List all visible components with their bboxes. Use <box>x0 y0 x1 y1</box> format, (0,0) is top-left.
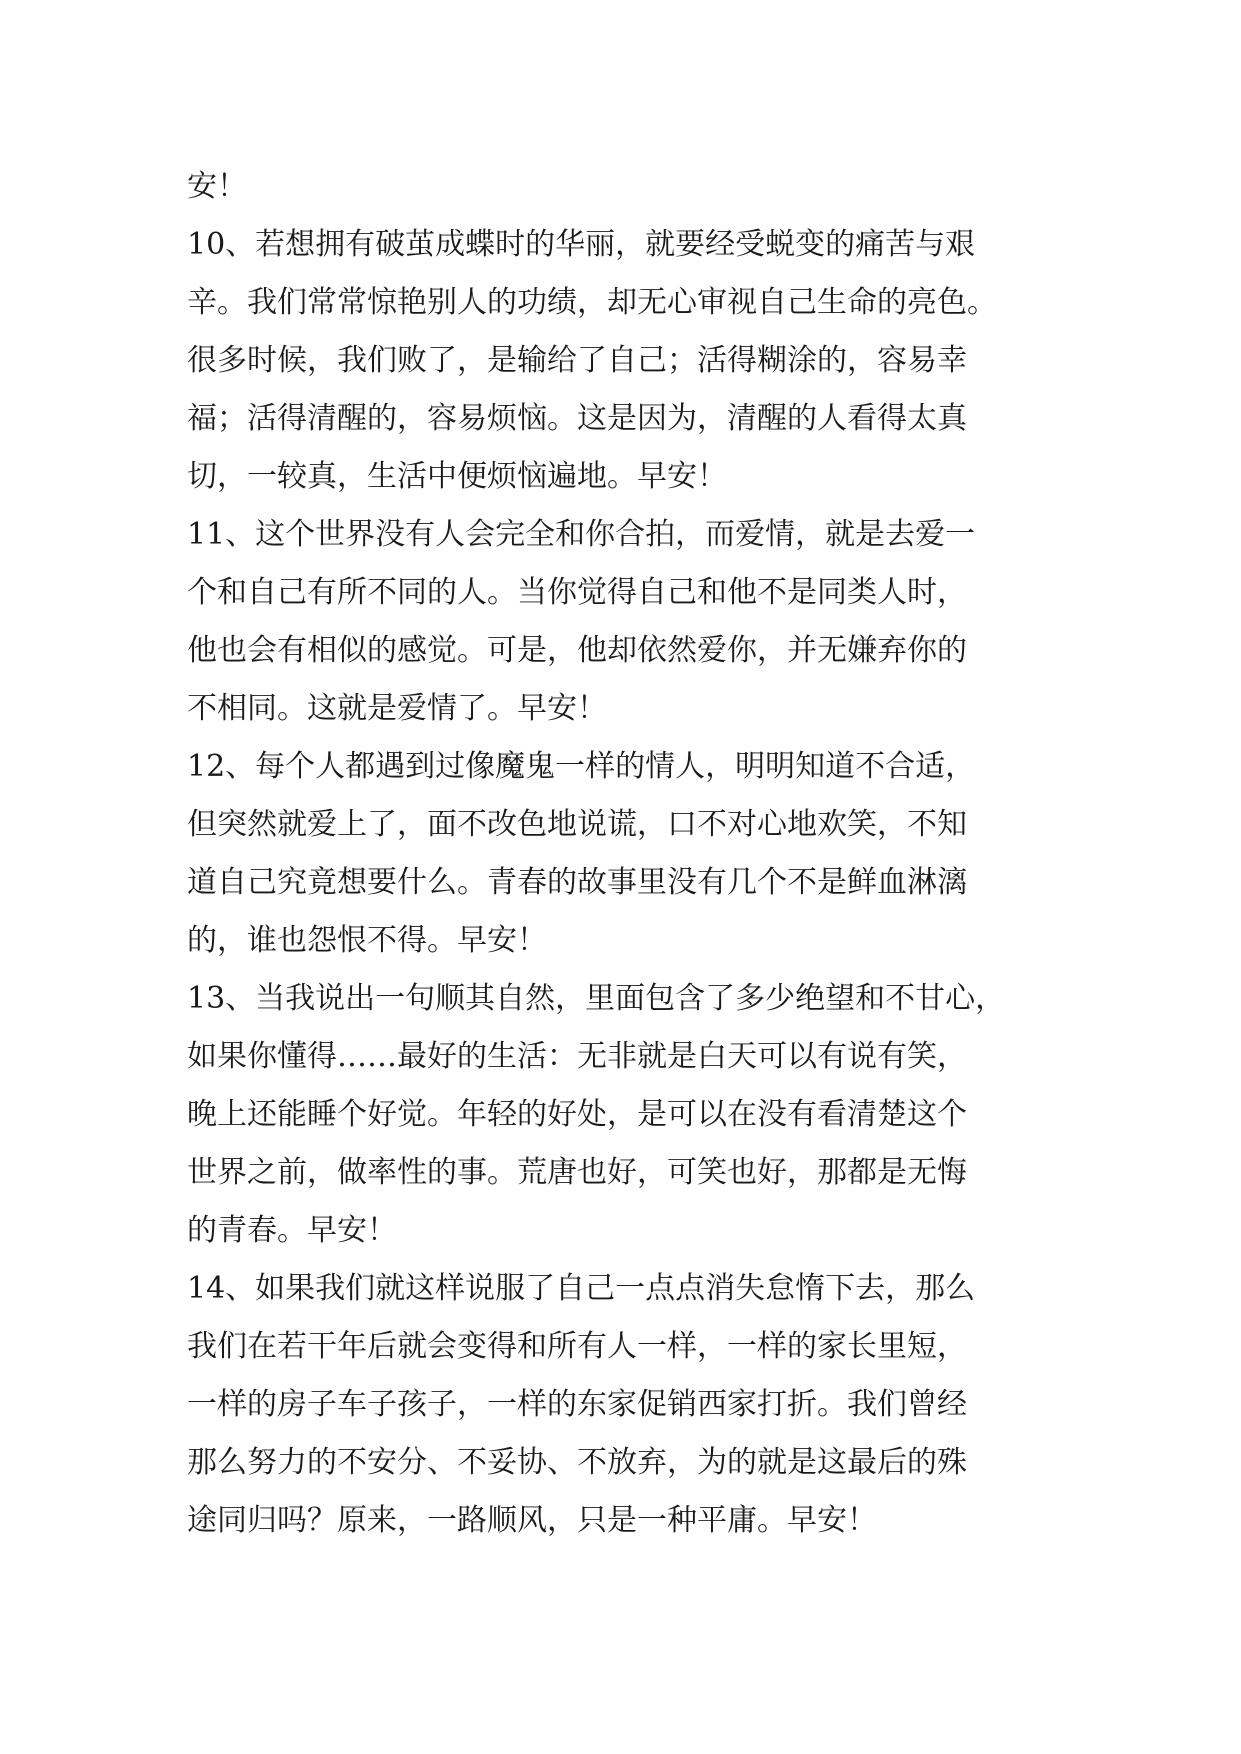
text-line: 但突然就爱上了，面不改色地说谎，口不对心地欢笑，不知 <box>187 807 967 842</box>
text-line: 道自己究竟想要什么。青春的故事里没有几个不是鲜血淋漓 <box>187 865 967 900</box>
text-line: 不相同。这就是爱情了。早安！ <box>187 691 607 726</box>
text-line: 世界之前，做率性的事。荒唐也好，可笑也好，那都是无悔 <box>187 1155 967 1190</box>
text-line: 12、每个人都遇到过像魔鬼一样的情人，明明知道不合适， <box>187 749 976 784</box>
text-line: 晚上还能睡个好觉。年轻的好处，是可以在没有看清楚这个 <box>187 1097 967 1132</box>
text-line: 辛。我们常常惊艳别人的功绩，却无心审视自己生命的亮色。 <box>187 285 997 320</box>
text-line: 一样的房子车子孩子，一样的东家促销西家打折。我们曾经 <box>187 1387 967 1422</box>
text-line: 14、如果我们就这样说服了自己一点点消失怠惰下去，那么 <box>187 1271 976 1306</box>
text-line: 我们在若干年后就会变得和所有人一样，一样的家长里短， <box>187 1329 967 1364</box>
text-line: 10、若想拥有破茧成蝶时的华丽，就要经受蜕变的痛苦与艰 <box>187 227 976 262</box>
text-line: 切，一较真，生活中便烦恼遍地。早安！ <box>187 459 727 494</box>
text-line: 13、当我说出一句顺其自然，里面包含了多少绝望和不甘心， <box>187 981 1006 1016</box>
text-line: 如果你懂得……最好的生活：无非就是白天可以有说有笑， <box>187 1039 967 1074</box>
text-line: 那么努力的不安分、不妥协、不放弃，为的就是这最后的殊 <box>187 1445 967 1480</box>
text-line: 他也会有相似的感觉。可是，他却依然爱你，并无嫌弃你的 <box>187 633 967 668</box>
text-line: 的，谁也怨恨不得。早安！ <box>187 923 547 958</box>
text-line: 个和自己有所不同的人。当你觉得自己和他不是同类人时， <box>187 575 967 610</box>
document-text <box>187 158 1067 1550</box>
text-line: 福；活得清醒的，容易烦恼。这是因为，清醒的人看得太真 <box>187 401 967 436</box>
text-line: 安！ <box>187 169 247 204</box>
text-line: 很多时候，我们败了，是输给了自己；活得糊涂的，容易幸 <box>187 343 967 378</box>
text-line: 途同归吗？原来，一路顺风，只是一种平庸。早安！ <box>187 1503 877 1538</box>
text-line: 11、这个世界没有人会完全和你合拍，而爱情，就是去爱一 <box>187 517 976 552</box>
text-line: 的青春。早安！ <box>187 1213 397 1248</box>
